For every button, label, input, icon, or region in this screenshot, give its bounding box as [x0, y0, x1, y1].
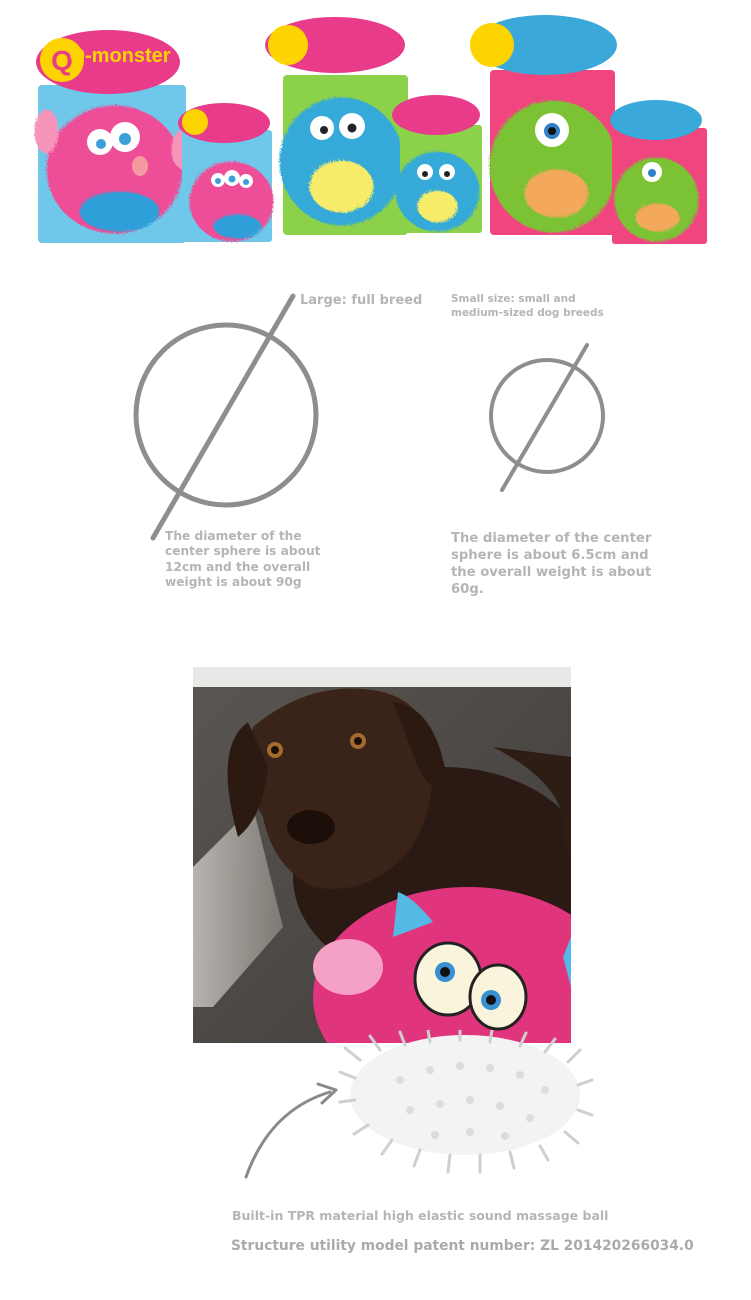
package-card-green-large	[470, 15, 617, 235]
brand-logo-letter: Q	[51, 45, 73, 76]
material-caption: Built-in TPR material high elastic sound massage ball	[232, 1208, 609, 1223]
package-card-blue-large	[265, 17, 408, 235]
small-size-title: Small size: small and medium-sized dog breeds	[451, 293, 604, 319]
small-size-diameter-icon	[491, 345, 603, 490]
product-banner	[0, 0, 751, 255]
dog-with-toy-photo	[193, 667, 571, 1043]
small-size-description: The diameter of the center sphere is about 6.5cm and the overall weight is about 60g.	[451, 531, 652, 598]
large-size-title: Large: full breed	[300, 293, 423, 308]
large-size-description: The diameter of the center sphere is about 12cm and the overall weight is about 90g	[165, 529, 321, 589]
massage-ball-illustration	[230, 1030, 610, 1200]
brand-logo-wordmark: Q-monster	[69, 45, 171, 67]
patent-caption: Structure utility model patent number: ZL 201420266034.0	[231, 1238, 694, 1254]
pointer-arrow-icon	[246, 1084, 336, 1177]
package-card-pink-large	[33, 30, 194, 243]
tpr-spiky-ball-icon	[340, 1030, 592, 1172]
package-card-blue-small	[392, 95, 482, 233]
large-size-diameter-icon	[136, 296, 316, 538]
package-card-pink-small	[178, 103, 272, 242]
package-card-green-small	[610, 100, 707, 244]
